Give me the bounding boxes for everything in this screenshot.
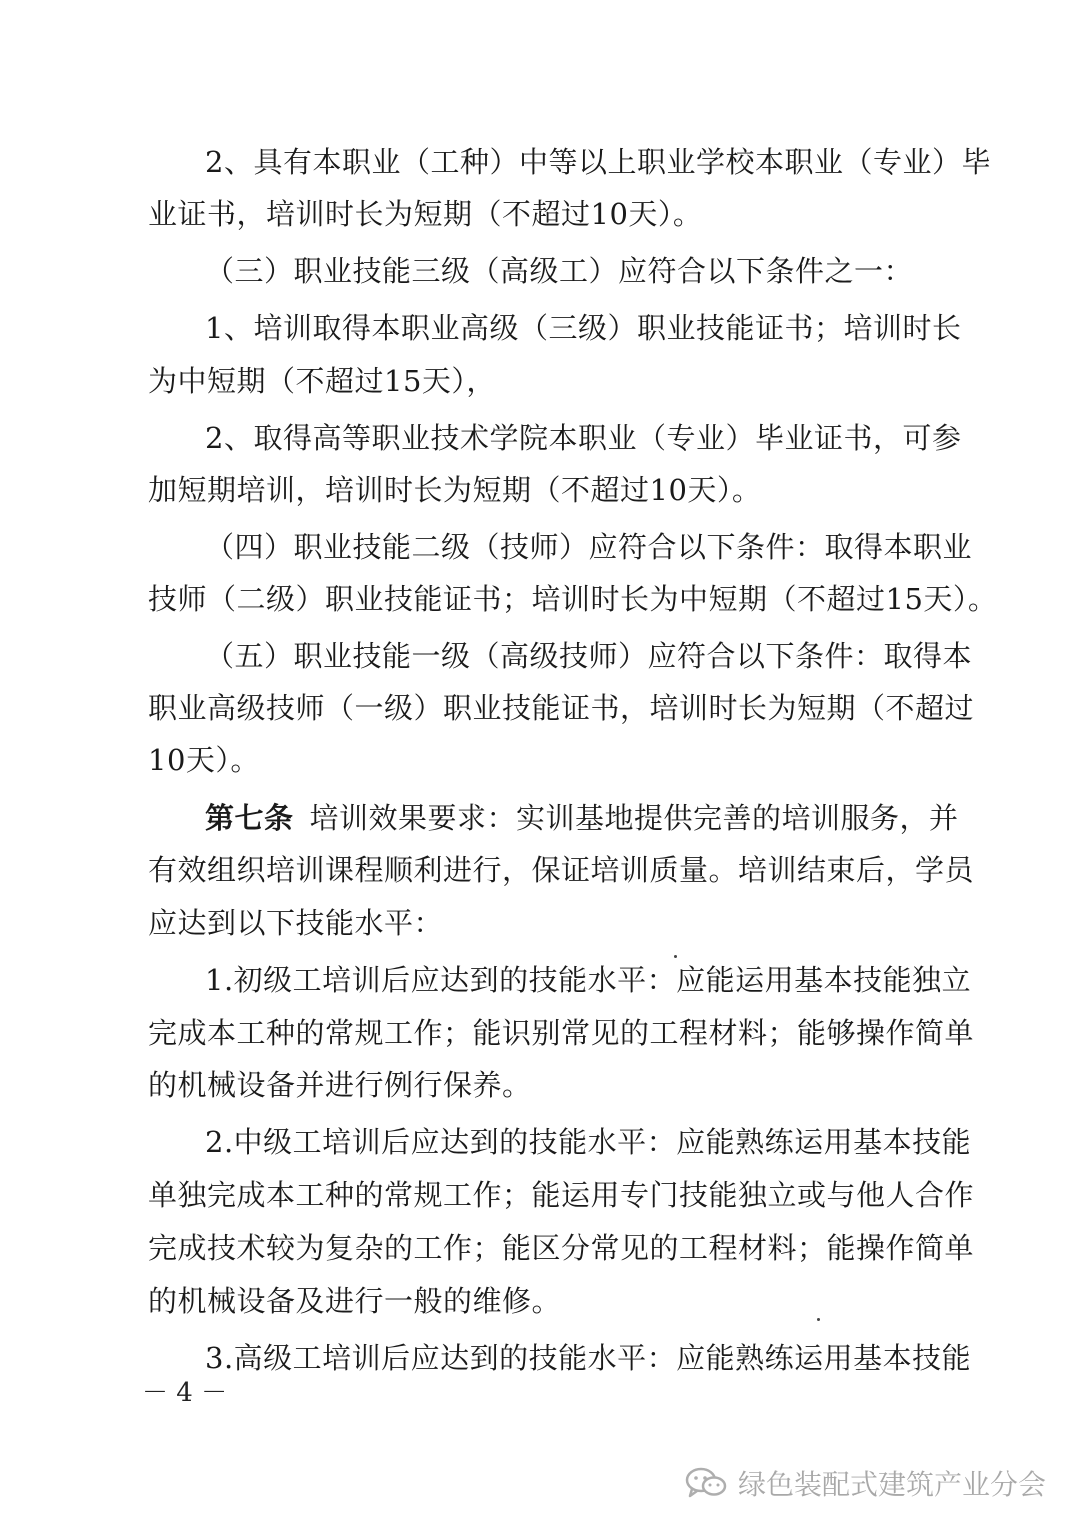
text-line: 2.中级工培训后应达到的技能水平：应能熟练运用基本技能 bbox=[205, 1125, 972, 1159]
text-line: 职业高级技师（一级）职业技能证书，培训时长为短期（不超过 bbox=[148, 691, 975, 725]
text-line: 技师（二级）职业技能证书；培训时长为中短期（不超过15天）。 bbox=[148, 582, 998, 616]
text-line: 10天）。 bbox=[148, 743, 260, 777]
watermark bbox=[684, 1463, 1046, 1503]
text-line: 加短期培训，培训时长为短期（不超过10天）。 bbox=[148, 473, 762, 507]
text-line: 完成技术较为复杂的工作；能区分常见的工程材料；能操作简单 bbox=[148, 1231, 975, 1265]
text-line: 业证书，培训时长为短期（不超过10天）。 bbox=[148, 197, 703, 231]
text-line: 为中短期（不超过15天）， bbox=[148, 364, 496, 398]
article-heading: 第七条 bbox=[205, 801, 294, 835]
article-seven-line bbox=[205, 798, 959, 838]
text-line: 培训效果要求：实训基地提供完善的培训服务，并 bbox=[309, 801, 959, 835]
section-heading: （四）职业技能二级（技师）应符合以下条件：取得本职业 bbox=[205, 530, 973, 564]
text-line: 1.初级工培训后应达到的技能水平：应能运用基本技能独立 bbox=[205, 963, 972, 997]
text-line: 1、培训取得本职业高级（三级）职业技能证书；培训时长 bbox=[205, 311, 962, 345]
text-line: 的机械设备并进行例行保养。 bbox=[148, 1068, 532, 1102]
scan-speck bbox=[817, 1318, 820, 1321]
text-line: 应达到以下技能水平： bbox=[148, 906, 444, 940]
section-heading: （三）职业技能三级（高级工）应符合以下条件之一： bbox=[205, 254, 914, 288]
text-line: 的机械设备及进行一般的维修。 bbox=[148, 1284, 562, 1318]
text-line: 2、取得高等职业技术学院本职业（专业）毕业证书，可参 bbox=[205, 421, 962, 455]
page-number: － 4 － bbox=[142, 1378, 228, 1408]
wechat-icon bbox=[684, 1465, 730, 1501]
text-line: 2、具有本职业（工种）中等以上职业学校本职业（专业）毕 bbox=[205, 145, 991, 179]
text-line: 3.高级工培训后应达到的技能水平：应能熟练运用基本技能 bbox=[205, 1341, 972, 1375]
text-line: 有效组织培训课程顺利进行，保证培训质量。培训结束后，学员 bbox=[148, 853, 975, 887]
text-line: 单独完成本工种的常规工作；能运用专门技能独立或与他人合作 bbox=[148, 1178, 975, 1212]
section-heading: （五）职业技能一级（高级技师）应符合以下条件：取得本 bbox=[205, 639, 973, 673]
watermark-text: 绿色装配式建筑产业分会 bbox=[737, 1468, 1046, 1501]
scan-speck bbox=[674, 955, 677, 958]
text-line: 完成本工种的常规工作；能识别常见的工程材料；能够操作简单 bbox=[148, 1016, 975, 1050]
